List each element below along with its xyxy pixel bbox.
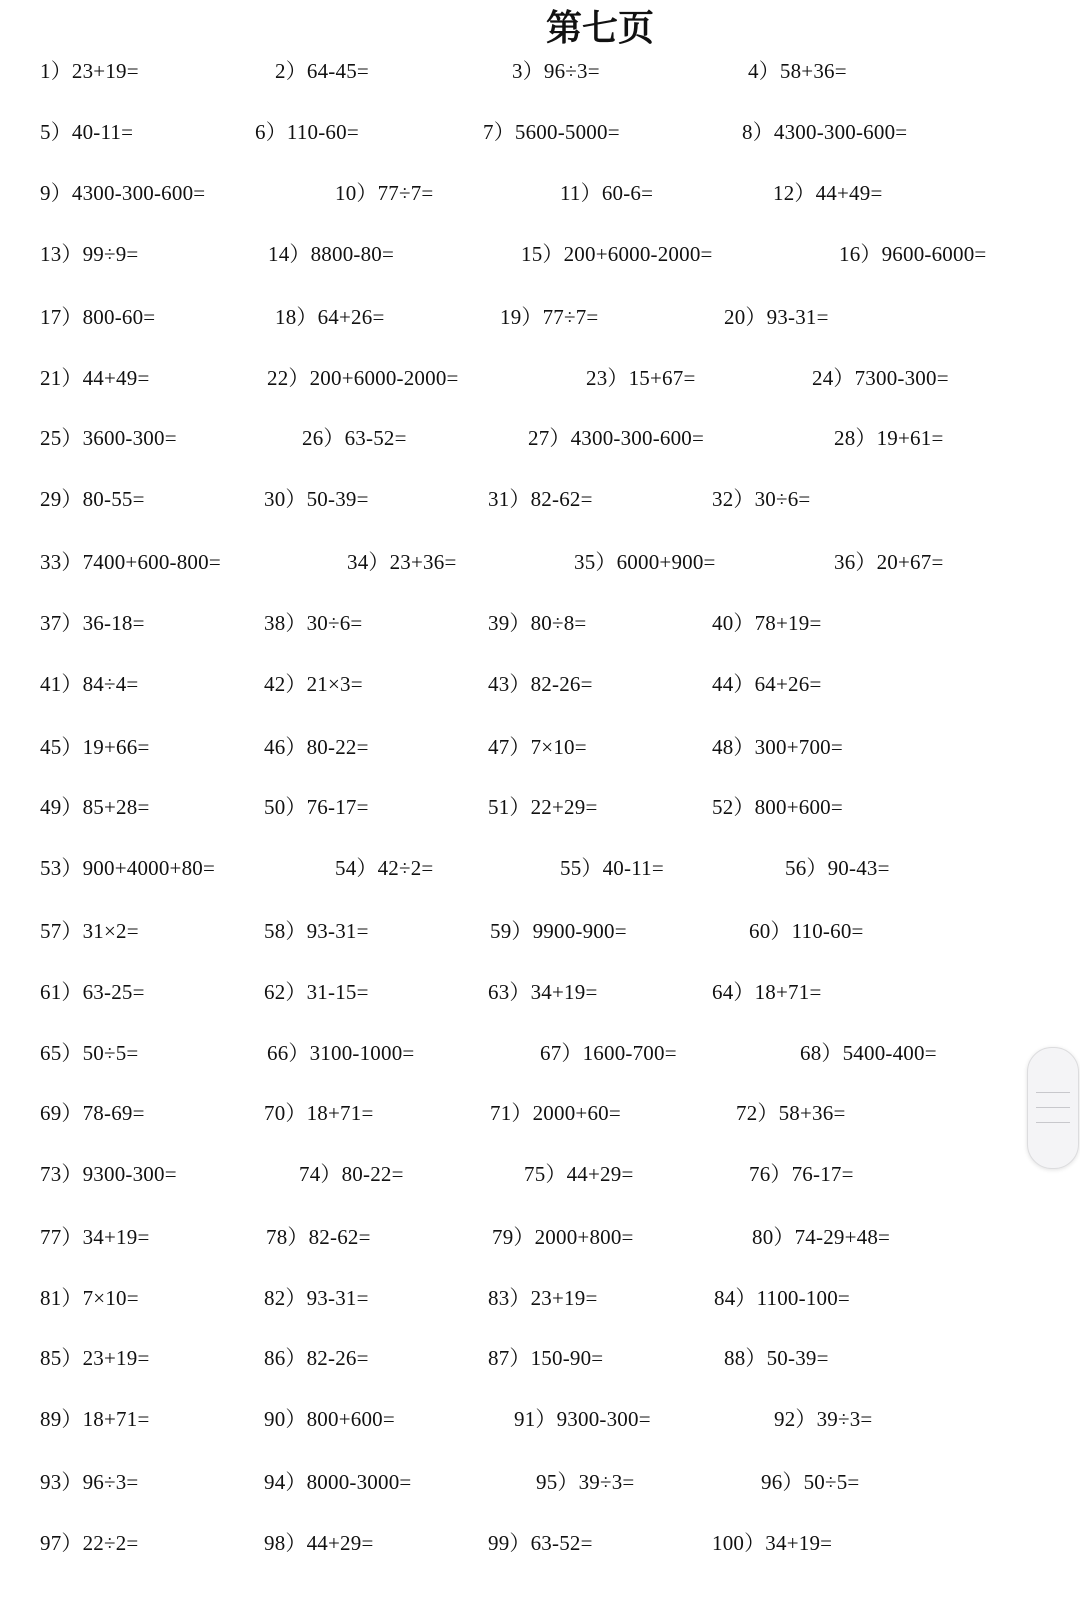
problem-item: 46）80-22= [264, 735, 369, 759]
problem-item: 27）4300-300-600= [528, 426, 705, 450]
problem-item: 52）800+600= [712, 795, 843, 819]
problem-item: 79）2000+800= [492, 1225, 634, 1249]
problem-item: 57）31×2= [40, 919, 139, 943]
problem-item: 70）18+71= [264, 1101, 374, 1125]
problem-item: 73）9300-300= [40, 1162, 177, 1186]
problem-item: 13）99÷9= [40, 242, 139, 266]
scroll-handle[interactable] [1027, 1047, 1079, 1169]
problem-item: 93）96÷3= [40, 1470, 139, 1494]
problem-item: 7）5600-5000= [483, 120, 620, 144]
problem-item: 100）34+19= [712, 1531, 833, 1555]
problem-row [0, 1221, 1080, 1261]
problem-item: 69）78-69= [40, 1101, 145, 1125]
problem-row [0, 731, 1080, 771]
problem-item: 87）150-90= [488, 1346, 604, 1370]
problem-item: 66）3100-1000= [267, 1041, 415, 1065]
problem-item: 40）78+19= [712, 611, 822, 635]
problem-row [0, 1403, 1080, 1443]
problem-item: 59）9900-900= [490, 919, 627, 943]
problem-item: 75）44+29= [524, 1162, 634, 1186]
problem-item: 51）22+29= [488, 795, 598, 819]
problem-item: 37）36-18= [40, 611, 145, 635]
problem-row [0, 915, 1080, 955]
problem-item: 83）23+19= [488, 1286, 598, 1310]
problem-item: 86）82-26= [264, 1346, 369, 1370]
problem-item: 3）96÷3= [512, 59, 600, 83]
problem-row [0, 422, 1080, 462]
problem-item: 34）23+36= [347, 550, 457, 574]
problem-item: 42）21×3= [264, 672, 363, 696]
problem-item: 49）85+28= [40, 795, 150, 819]
problem-item: 82）93-31= [264, 1286, 369, 1310]
problem-item: 19）77÷7= [500, 305, 599, 329]
problem-row [0, 852, 1080, 892]
problem-item: 29）80-55= [40, 487, 145, 511]
problem-item: 26）63-52= [302, 426, 407, 450]
problem-item: 67）1600-700= [540, 1041, 677, 1065]
problem-item: 78）82-62= [266, 1225, 371, 1249]
problem-item: 44）64+26= [712, 672, 822, 696]
problem-item: 33）7400+600-800= [40, 550, 221, 574]
problem-item: 81）7×10= [40, 1286, 139, 1310]
problem-item: 56）90-43= [785, 856, 890, 880]
problem-item: 45）19+66= [40, 735, 150, 759]
problem-item: 76）76-17= [749, 1162, 854, 1186]
grip-line [1036, 1107, 1070, 1108]
problem-item: 36）20+67= [834, 550, 944, 574]
problem-item: 24）7300-300= [812, 366, 949, 390]
problem-item: 2）64-45= [275, 59, 369, 83]
problem-item: 54）42÷2= [335, 856, 434, 880]
problem-row [0, 791, 1080, 831]
problem-item: 58）93-31= [264, 919, 369, 943]
problem-item: 31）82-62= [488, 487, 593, 511]
problem-row [0, 116, 1080, 156]
problem-item: 63）34+19= [488, 980, 598, 1004]
problem-row [0, 301, 1080, 341]
problem-row [0, 1037, 1080, 1077]
problem-item: 41）84÷4= [40, 672, 139, 696]
problem-row [0, 1282, 1080, 1322]
problem-item: 74）80-22= [299, 1162, 404, 1186]
problem-row [0, 1342, 1080, 1382]
problem-item: 50）76-17= [264, 795, 369, 819]
problem-item: 72）58+36= [736, 1101, 846, 1125]
problem-item: 39）80÷8= [488, 611, 587, 635]
problem-item: 95）39÷3= [536, 1470, 635, 1494]
problem-item: 17）800-60= [40, 305, 156, 329]
problem-item: 62）31-15= [264, 980, 369, 1004]
problem-item: 22）200+6000-2000= [267, 366, 459, 390]
problem-row [0, 483, 1080, 523]
problem-item: 94）8000-3000= [264, 1470, 412, 1494]
problem-item: 80）74-29+48= [752, 1225, 891, 1249]
problem-item: 35）6000+900= [574, 550, 716, 574]
problem-item: 28）19+61= [834, 426, 944, 450]
problem-item: 18）64+26= [275, 305, 385, 329]
problem-item: 23）15+67= [586, 366, 696, 390]
problem-item: 1）23+19= [40, 59, 139, 83]
problem-item: 25）3600-300= [40, 426, 177, 450]
grip-line [1036, 1122, 1070, 1123]
problem-row [0, 1466, 1080, 1506]
problem-item: 9）4300-300-600= [40, 181, 206, 205]
problem-row [0, 668, 1080, 708]
problem-item: 6）110-60= [255, 120, 359, 144]
problem-item: 47）7×10= [488, 735, 587, 759]
problem-item: 55）40-11= [560, 856, 664, 880]
problem-item: 32）30÷6= [712, 487, 811, 511]
problem-row [0, 238, 1080, 278]
problem-item: 8）4300-300-600= [742, 120, 908, 144]
problem-item: 30）50-39= [264, 487, 369, 511]
problem-item: 65）50÷5= [40, 1041, 139, 1065]
problem-item: 10）77÷7= [335, 181, 434, 205]
problem-item: 61）63-25= [40, 980, 145, 1004]
problem-item: 48）300+700= [712, 735, 843, 759]
problem-item: 16）9600-6000= [839, 242, 987, 266]
problem-row [0, 362, 1080, 402]
problem-item: 12）44+49= [773, 181, 883, 205]
problem-item: 85）23+19= [40, 1346, 150, 1370]
problem-item: 64）18+71= [712, 980, 822, 1004]
problem-row [0, 177, 1080, 217]
problem-item: 99）63-52= [488, 1531, 593, 1555]
problem-item: 21）44+49= [40, 366, 150, 390]
problem-item: 91）9300-300= [514, 1407, 651, 1431]
problem-item: 53）900+4000+80= [40, 856, 216, 880]
problem-item: 68）5400-400= [800, 1041, 937, 1065]
problem-item: 43）82-26= [488, 672, 593, 696]
problem-item: 5）40-11= [40, 120, 134, 144]
problem-item: 90）800+600= [264, 1407, 395, 1431]
problem-item: 60）110-60= [749, 919, 864, 943]
problem-item: 89）18+71= [40, 1407, 150, 1431]
problem-item: 20）93-31= [724, 305, 829, 329]
problem-row [0, 546, 1080, 586]
problem-item: 71）2000+60= [490, 1101, 621, 1125]
problem-row [0, 607, 1080, 647]
problem-item: 15）200+6000-2000= [521, 242, 713, 266]
problem-item: 11）60-6= [560, 181, 654, 205]
problem-row [0, 1158, 1080, 1198]
problem-item: 92）39÷3= [774, 1407, 873, 1431]
problem-row [0, 976, 1080, 1016]
problem-item: 38）30÷6= [264, 611, 363, 635]
problem-item: 88）50-39= [724, 1346, 829, 1370]
problem-item: 97）22÷2= [40, 1531, 139, 1555]
problem-item: 4）58+36= [748, 59, 847, 83]
grip-line [1036, 1092, 1070, 1093]
problem-row [0, 55, 1080, 95]
problem-item: 77）34+19= [40, 1225, 150, 1249]
problem-row [0, 1097, 1080, 1137]
page-title: 第七页 [545, 7, 654, 49]
problem-row [0, 1527, 1080, 1567]
problem-item: 14）8800-80= [268, 242, 395, 266]
problem-item: 96）50÷5= [761, 1470, 860, 1494]
problem-item: 84）1100-100= [714, 1286, 850, 1310]
problem-item: 98）44+29= [264, 1531, 374, 1555]
